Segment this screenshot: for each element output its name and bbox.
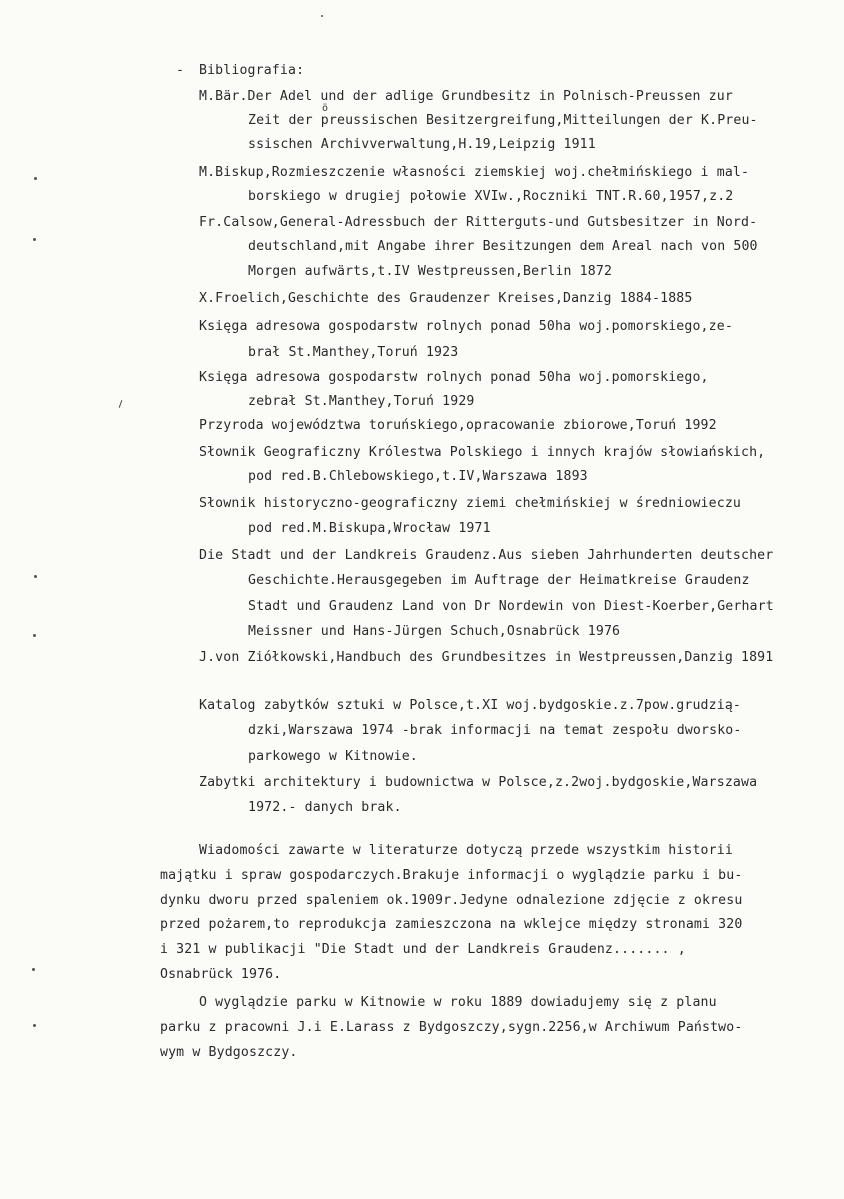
bibliography-entry: M.Bär.Der Adel und der adlige Grundbesitz in Polnisch-Preussen zur [199,89,733,104]
bibliography-entry-continuation: Geschichte.Herausgegeben im Auftrage der Heimatkreise Graudenz [248,573,750,588]
bibliography-entry: Fr.Calsow,General-Adressbuch der Ritterguts-und Gutsbesitzer in Nord- [199,215,758,230]
bibliography-entry-continuation: pod red.B.Chlebowskiego,t.IV,Warszawa 1893 [248,469,588,484]
bibliography-entry: Księga adresowa gospodarstw rolnych ponad 50ha woj.pomorskiego, [199,370,709,385]
body-paragraph-line: wym w Bydgoszczy. [160,1045,298,1060]
bibliography-entry: Zabytki architektury i budownictwa w Polsce,z.2woj.bydgoskie,Warszawa [199,775,758,790]
bibliography-entry-continuation: ssischen Archivverwaltung,H.19,Leipzig 1911 [248,137,596,152]
bibliography-entry: Księga adresowa gospodarstw rolnych ponad 50ha woj.pomorskiego,ze- [199,319,733,334]
bibliography-entry: Słownik Geograficzny Królestwa Polskiego i innych krajów słowiańskich, [199,445,766,460]
scan-speck [33,1024,36,1027]
bibliography-entry: Słownik historyczno-geograficzny ziemi chełmińskiej w średniowieczu [199,496,741,511]
scan-speck [33,238,36,241]
scan-speck [34,575,37,578]
scan-speck [34,177,37,180]
bibliography-entry: Die Stadt und der Landkreis Graudenz.Aus sieben Jahrhunderten deutscher [199,548,774,563]
bibliography-entry-continuation: Zeit der preussischen Besitzergreifung,Mitteilungen der K.Preu- [248,113,758,128]
body-paragraph-line: O wyglądzie parku w Kitnowie w roku 1889 dowiadujemy się z planu [199,995,717,1010]
bibliography-entry: J.von Ziółkowski,Handbuch des Grundbesitzes in Westpreussen,Danzig 1891 [199,650,774,665]
scan-speck [119,400,123,408]
body-paragraph-line: Osnabrück 1976. [160,967,282,982]
bibliography-entry: M.Biskup,Rozmieszczenie własności ziemskiej woj.chełmińskiego i mal- [199,165,750,180]
bibliography-entry-continuation: borskiego w drugiej połowie XVIw.,Roczniki TNT.R.60,1957,z.2 [248,189,734,204]
handwritten-correction: ö [322,103,329,114]
bibliography-heading: Bibliografia: [199,63,305,78]
scan-speck [321,15,323,17]
scan-speck [32,968,35,971]
body-paragraph-line: i 321 w publikacji "Die Stadt und der Landkreis Graudenz....... , [160,942,686,957]
bibliography-entry-continuation: Morgen aufwärts,t.IV Westpreussen,Berlin 1872 [248,264,613,279]
bibliography-entry: Katalog zabytków sztuki w Polsce,t.XI woj.bydgoskie.z.7pow.grudzią- [199,698,741,713]
body-paragraph-line: przed pożarem,to reprodukcja zamieszczona na wklejce między stronami 320 [160,917,743,932]
bibliography-entry: X.Froelich,Geschichte des Graudenzer Kreises,Danzig 1884-1885 [199,291,693,306]
bibliography-entry-continuation: brał St.Manthey,Toruń 1923 [248,345,459,360]
bibliography-entry-continuation: parkowego w Kitnowie. [248,749,418,764]
bibliography-entry-continuation: Stadt und Graudenz Land von Dr Nordewin von Diest-Koerber,Gerhart [248,599,774,614]
bibliography-entry-continuation: 1972.- danych brak. [248,800,402,815]
bibliography-entry-continuation: dzki,Warszawa 1974 -brak informacji na temat zespołu dworsko- [248,723,742,738]
bibliography-entry-continuation: zebrał St.Manthey,Toruń 1929 [248,394,475,409]
body-paragraph-line: parku z pracowni J.i E.Larass z Bydgoszczy,sygn.2256,w Archiwum Państwo- [160,1020,743,1035]
bibliography-entry-continuation: Meissner und Hans-Jürgen Schuch,Osnabrück 1976 [248,624,621,639]
bibliography-entry: Przyroda województwa toruńskiego,opracowanie zbiorowe,Toruń 1992 [199,418,717,433]
body-paragraph-line: Wiadomości zawarte w literaturze dotyczą przede wszystkim historii [199,843,733,858]
list-dash: - [176,63,185,78]
scan-speck [33,634,36,637]
body-paragraph-line: dynku dworu przed spaleniem ok.1909r.Jedyne odnalezione zdjęcie z okresu [160,893,743,908]
bibliography-entry-continuation: pod red.M.Biskupa,Wrocław 1971 [248,521,491,536]
bibliography-entry-continuation: deutschland,mit Angabe ihrer Besitzungen dem Areal nach von 500 [248,239,758,254]
body-paragraph-line: majątku i spraw gospodarczych.Brakuje informacji o wyglądzie parku i bu- [160,868,743,883]
